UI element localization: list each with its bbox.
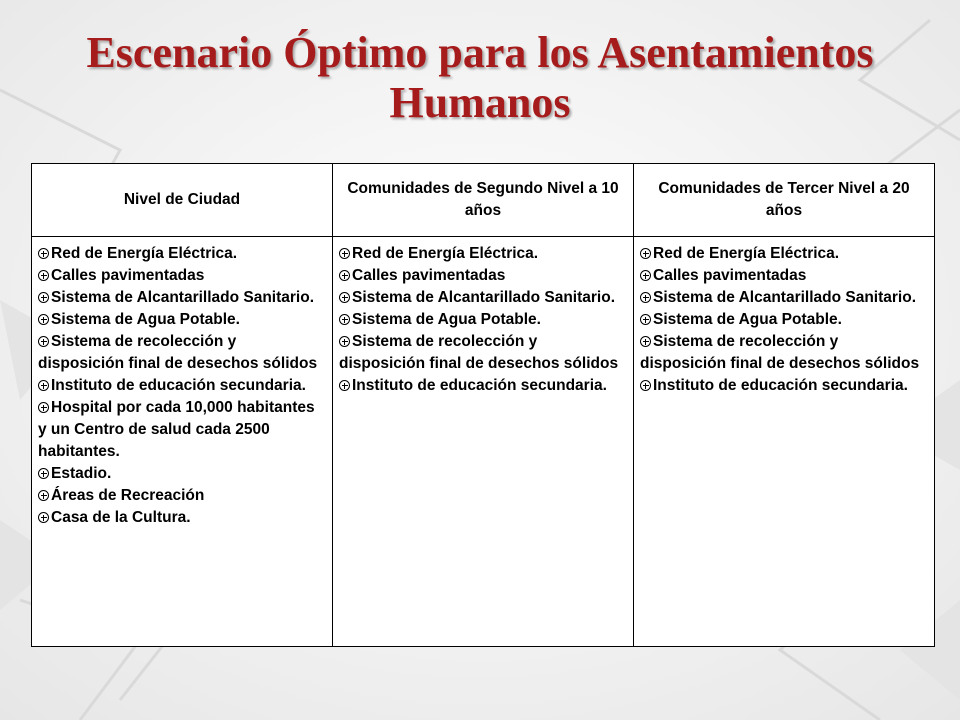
- list-item-text: Sistema de Alcantarillado Sanitario.: [51, 289, 315, 306]
- list-item-text: Áreas de Recreación: [51, 487, 205, 504]
- list-item-text: Sistema de recolección y disposición final de desechos sólidos: [640, 333, 920, 372]
- list-item-text: Calles pavimentadas: [51, 267, 205, 284]
- list-item: [339, 265, 625, 287]
- circle-plus-icon: [339, 380, 350, 391]
- list-item: [38, 309, 324, 331]
- circle-plus-icon: [640, 248, 651, 259]
- cell-city-level: [32, 237, 333, 647]
- list-item-text: Sistema de Alcantarillado Sanitario.: [653, 289, 917, 306]
- list-item-text: Hospital por cada 10,000 habitantes y un Centro de salud cada 2500 habitantes.: [38, 399, 315, 460]
- circle-plus-icon: [38, 490, 49, 501]
- list-item-text: Sistema de recolección y disposición final de desechos sólidos: [38, 333, 318, 372]
- list-item: [339, 287, 625, 309]
- item-list: [339, 243, 625, 397]
- circle-plus-icon: [640, 314, 651, 325]
- list-item: [38, 485, 324, 507]
- column-header-second-level: Comunidades de Segundo Nivel a 10 años: [333, 164, 634, 237]
- list-item-text: Calles pavimentadas: [352, 267, 506, 284]
- list-item-text: Instituto de educación secundaria.: [653, 377, 908, 394]
- settlement-table: [31, 163, 935, 647]
- circle-plus-icon: [640, 380, 651, 391]
- column-header-third-level: Comunidades de Tercer Nivel a 20 años: [634, 164, 935, 237]
- list-item: [339, 331, 625, 375]
- circle-plus-icon: [640, 292, 651, 303]
- list-item-text: Sistema de Alcantarillado Sanitario.: [352, 289, 616, 306]
- item-list: [640, 243, 926, 397]
- list-item: [38, 265, 324, 287]
- list-item-text: Instituto de educación secundaria.: [51, 377, 306, 394]
- cell-third-level: [634, 237, 935, 647]
- circle-plus-icon: [339, 270, 350, 281]
- list-item-text: Sistema de Agua Potable.: [51, 311, 240, 328]
- list-item: [38, 331, 324, 375]
- table-row: [32, 237, 935, 647]
- list-item: [339, 375, 625, 397]
- list-item-text: Calles pavimentadas: [653, 267, 807, 284]
- list-item: [38, 463, 324, 485]
- table-header-row: [32, 164, 935, 237]
- circle-plus-icon: [38, 314, 49, 325]
- list-item-text: Instituto de educación secundaria.: [352, 377, 607, 394]
- column-header-city-level: Nivel de Ciudad: [32, 164, 333, 237]
- cell-second-level: [333, 237, 634, 647]
- list-item: [38, 243, 324, 265]
- list-item-text: Estadio.: [51, 465, 112, 482]
- list-item: [38, 287, 324, 309]
- circle-plus-icon: [38, 336, 49, 347]
- item-list: [38, 243, 324, 529]
- circle-plus-icon: [38, 292, 49, 303]
- list-item-text: Red de Energía Eléctrica.: [51, 245, 238, 262]
- list-item: [38, 397, 324, 463]
- circle-plus-icon: [38, 380, 49, 391]
- circle-plus-icon: [640, 336, 651, 347]
- list-item: [640, 265, 926, 287]
- list-item: [640, 243, 926, 265]
- list-item-text: Sistema de Agua Potable.: [653, 311, 842, 328]
- list-item: [339, 243, 625, 265]
- list-item-text: Red de Energía Eléctrica.: [352, 245, 539, 262]
- list-item-text: Sistema de Agua Potable.: [352, 311, 541, 328]
- circle-plus-icon: [339, 292, 350, 303]
- list-item: [640, 309, 926, 331]
- list-item-text: Sistema de recolección y disposición final de desechos sólidos: [339, 333, 619, 372]
- list-item: [38, 375, 324, 397]
- list-item: [38, 507, 324, 529]
- circle-plus-icon: [640, 270, 651, 281]
- list-item-text: Casa de la Cultura.: [51, 509, 191, 526]
- slide-title: Escenario Óptimo para los Asentamientos Humanos: [86, 28, 874, 127]
- circle-plus-icon: [38, 248, 49, 259]
- circle-plus-icon: [38, 270, 49, 281]
- list-item: [640, 287, 926, 309]
- list-item: [640, 331, 926, 375]
- circle-plus-icon: [38, 468, 49, 479]
- list-item-text: Red de Energía Eléctrica.: [653, 245, 840, 262]
- circle-plus-icon: [339, 314, 350, 325]
- circle-plus-icon: [38, 402, 49, 413]
- list-item: [339, 309, 625, 331]
- circle-plus-icon: [339, 336, 350, 347]
- list-item: [640, 375, 926, 397]
- circle-plus-icon: [38, 512, 49, 523]
- circle-plus-icon: [339, 248, 350, 259]
